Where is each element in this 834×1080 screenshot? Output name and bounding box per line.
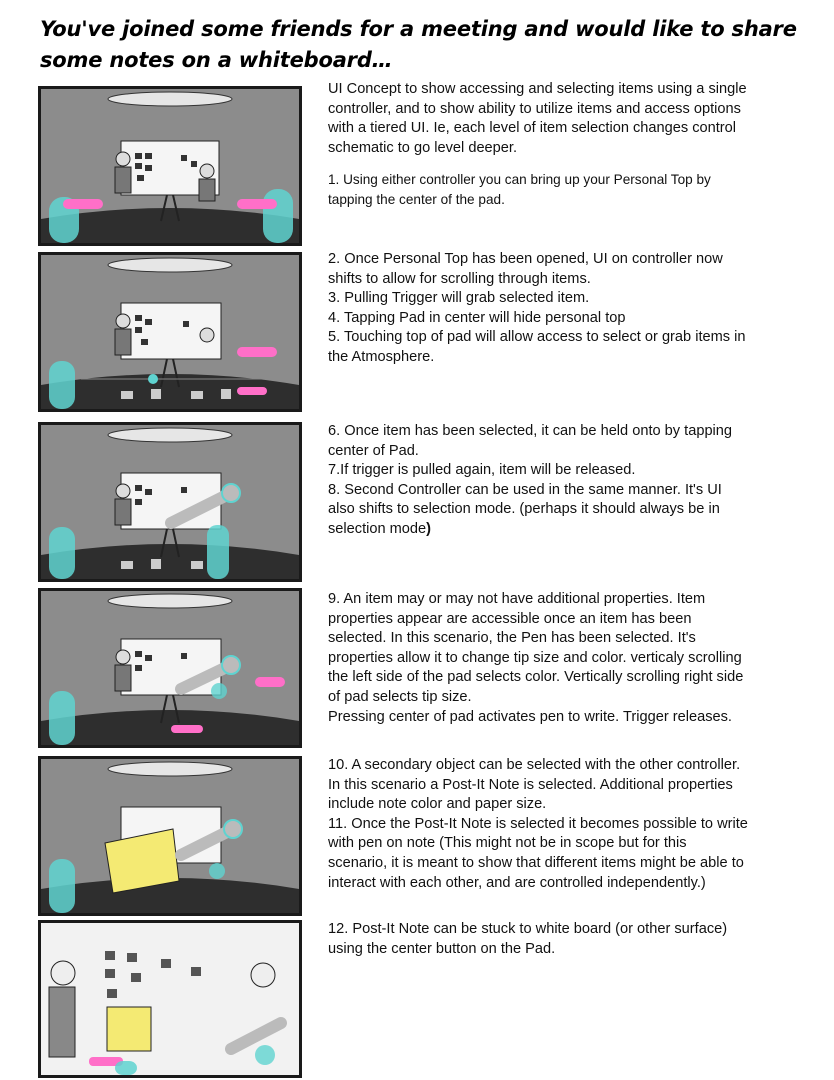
step-6: 6. Once item has been selected, it can be held onto by tapping center of Pad. xyxy=(328,423,733,459)
step-3: 3. Pulling Trigger will grab selected item. xyxy=(328,290,590,307)
concept-description xyxy=(328,80,748,222)
steps-10-11 xyxy=(328,756,748,893)
step-2: 2. Once Personal Top has been opened, UI on controller now shifts to allow for scrolling through items. xyxy=(328,251,723,287)
step-5: 5. Touching top of pad will allow access to select or grab items in the Atmosphere. xyxy=(328,329,746,365)
step-12-block xyxy=(328,920,748,959)
steps-2-5 xyxy=(328,250,748,368)
storyboard-panel-5 xyxy=(38,756,302,916)
step-8: 8. Second Controller can be used in the same manner. It's UI also shifts to selection mode. (perhaps it should always be in selection mode) xyxy=(328,481,722,537)
step-10: 10. A secondary object can be selected with the other controller. In this scenario a Post-It Note is selected. Additional properties include note color and paper size. xyxy=(328,757,741,813)
storyboard-panel-2 xyxy=(38,252,302,412)
step-7: 7.If trigger is pulled again, item will be released. xyxy=(328,462,636,479)
step-9b: Pressing center of pad activates pen to write. Trigger releases. xyxy=(328,708,732,725)
storyboard-panel-6 xyxy=(38,920,302,1078)
storyboard-panel-3 xyxy=(38,422,302,582)
storyboard-panel-4 xyxy=(38,588,302,748)
page-title: You've joined some friends for a meeting and would like to share some notes on a whiteboard… xyxy=(40,17,797,72)
step-9: 9. An item may or may not have additional properties. Item properties appear are accessible once an item has been selected. In this scenario, the Pen has been selected. It's properties allow it to change tip size and color. verticaly scrolling the left side of the pad selects color. Vertically scrolling right side of pad selects tip size. xyxy=(328,591,744,705)
step-11: 11. Once the Post-It Note is selected it becomes possible to write with pen on note (This might not be in scope but for this scenario, it is meant to show that different items might be able to interact with each other, and are controlled independently.) xyxy=(328,815,748,891)
step-9-block xyxy=(328,590,748,727)
step-12: 12. Post-It Note can be stuck to white board (or other surface) using the center button on the Pad. xyxy=(328,921,728,957)
step-4: 4. Tapping Pad in center will hide personal top xyxy=(328,309,626,326)
intro-paragraph: UI Concept to show accessing and selecting items using a single controller, and to show ability to utilize items and access options with a tiered UI. Ie, each level of item selection changes control schematic to go level deeper. xyxy=(328,81,747,156)
steps-6-8 xyxy=(328,422,748,540)
storyboard-panel-1 xyxy=(38,86,302,246)
step-1: 1. Using either controller you can bring up your Personal Top by tapping the center of the pad. xyxy=(328,172,711,207)
